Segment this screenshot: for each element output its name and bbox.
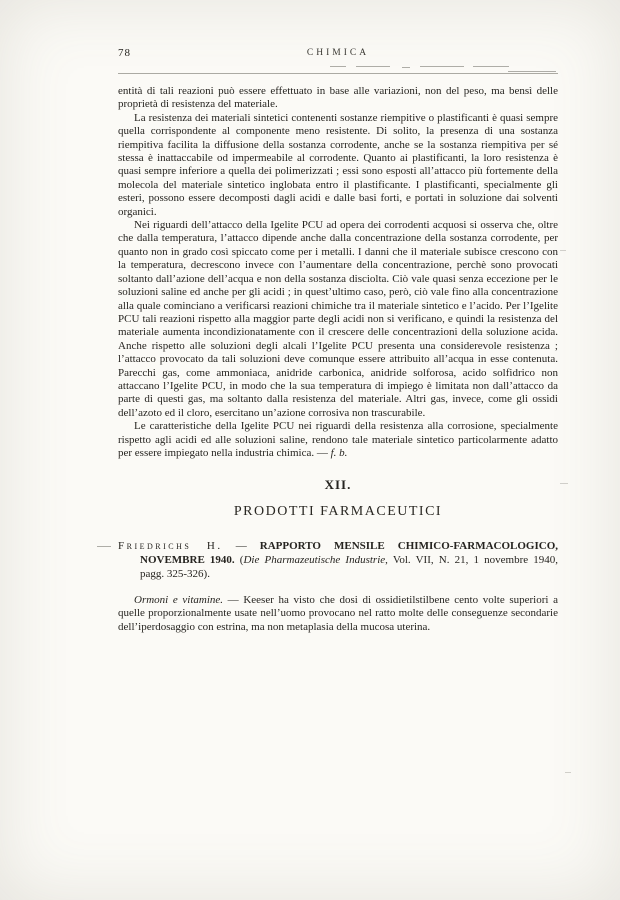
paragraph bbox=[118, 420, 558, 460]
abstract-paragraph bbox=[118, 594, 558, 634]
reference-entry bbox=[118, 540, 558, 581]
abstract-text: — Keeser ha visto che dosi di ossidietilstilbene cento volte superiori a quelle proporzionalmente usate nell’uomo provocano nel ratto molte delle conseguenze secondarie dell’iperdosaggio con estrina, ma non metaplasia della mucosa uterina. bbox=[118, 593, 558, 633]
section-numeral: XII. bbox=[324, 477, 352, 493]
reference-title: RAPPORTO MENSILE CHIMICO-FARMACOLOGICO, NOVEMBRE 1940. bbox=[140, 540, 559, 567]
reference-journal: Die Pharmazeutische Industrie bbox=[243, 554, 386, 567]
paragraph: La resistenza dei materiali sintetici contenenti sostanze riempitive o plastificanti è quasi sempre quella corrispondente al componente meno resistente. Di solito, la presenza di una sostanza riempitiva facilita la diffusione della sostanza corrodente, anche se la sostanza riempitiva per sé stessa è inattaccabile od impermeabile al corrodente. Quanto ai plastificanti, la loro resistenza è quasi sempre inferiore a quella dei polimerizzati ; essi sono esposti all’attacco più fortemente della molecola del materiale sintetico inglobata entro il plastificante. I plastificanti, specialmente gli esteri, possono essere decomposti dagli acidi e dalle basi forti, e portati in soluzione dai solventi organici. bbox=[118, 111, 558, 218]
reference-author: Friedrichs H. bbox=[118, 540, 223, 553]
section-title: PRODOTTI FARMACEUTICI bbox=[233, 504, 443, 520]
scan-artifact bbox=[560, 250, 566, 251]
reference-separator: — bbox=[222, 540, 260, 553]
abstract-lead: Ormoni e vitamine. bbox=[134, 593, 224, 606]
page-number: 78 bbox=[118, 47, 131, 59]
scan-artifact bbox=[97, 546, 111, 547]
paragraph: Nei riguardi dell’attacco della Igelite PCU ad opera dei corrodenti acquosi si osserva che, oltre che dalla temperatura, l’attacco dipende anche dalla concentrazione della sostanza corrodente, per quanto non in grado così spiccato come per i metalli. I danni che il materiale subisce crescono con la temperatura, decrescono invece con l’aumentare della concentrazione, perchè sono provocati soltanto dall’azione dell’acqua e non della sostanza disciolta. Ciò vale quasi senza eccezione per le soluzioni saline ed anche per gli acidi ; in quest’ultimo caso, però, ciò vale fino alla concentrazione alla quale cominciano a verificarsi reazioni chimiche tra il materiale sintetico e l’acido. Per l’Igelite PCU tali reazioni rispetto alla maggior parte degli acidi non si verificano, e quindi la resistenza del materiale aumenta incondizionatamente con il crescere delle concentrazioni della soluzione acida. Anche rispetto alle soluzioni degli alcali l’Igelite PCU presenta una considerevole resistenza ; l’attacco provocato da tali soluzioni deve comunque essere attribuito all’acqua in esse contenuta. Parecchi gas, come ammoniaca, anidride carbonica, anidride solforosa, acido solfidrico non attaccano l’Igelite PCU, in modo che la sua temperatura di impiego è limitata non dall’attacco da parte di questi gas, ma soltanto dalla resistenza del materiale. Altri gas, invece, come gli ossidi dell’azoto ed il cloro, esercitano un’azione corrosiva non trascurabile. bbox=[118, 219, 558, 419]
running-head bbox=[118, 46, 558, 62]
article-chimica bbox=[118, 85, 558, 460]
article-signature: f. b. bbox=[330, 446, 348, 459]
header-rule bbox=[118, 73, 558, 74]
text-column bbox=[118, 46, 558, 634]
paragraph: entità di tali reazioni può essere effettuato in base alle variazioni, non del peso, ma bensì delle proprietà di resistenza del materiale. bbox=[118, 85, 558, 111]
reference-details: , Vol. VII, N. 21, 1 novembre 1940, pagg. 325-326). bbox=[140, 554, 558, 580]
scan-artifact bbox=[565, 772, 571, 773]
reference-open-paren: ( bbox=[234, 554, 244, 567]
running-title: CHIMICA bbox=[306, 48, 370, 58]
closing-text: Le caratteristiche della Igelite PCU nei riguardi della resistenza alla corrosione, specialmente rispetto agli acidi ed alle soluzioni saline, rendono tale materiale sintetico particolarmente adatto per essere impiegato nella industria chimica. — bbox=[118, 420, 558, 459]
scan-artifact bbox=[560, 483, 568, 484]
